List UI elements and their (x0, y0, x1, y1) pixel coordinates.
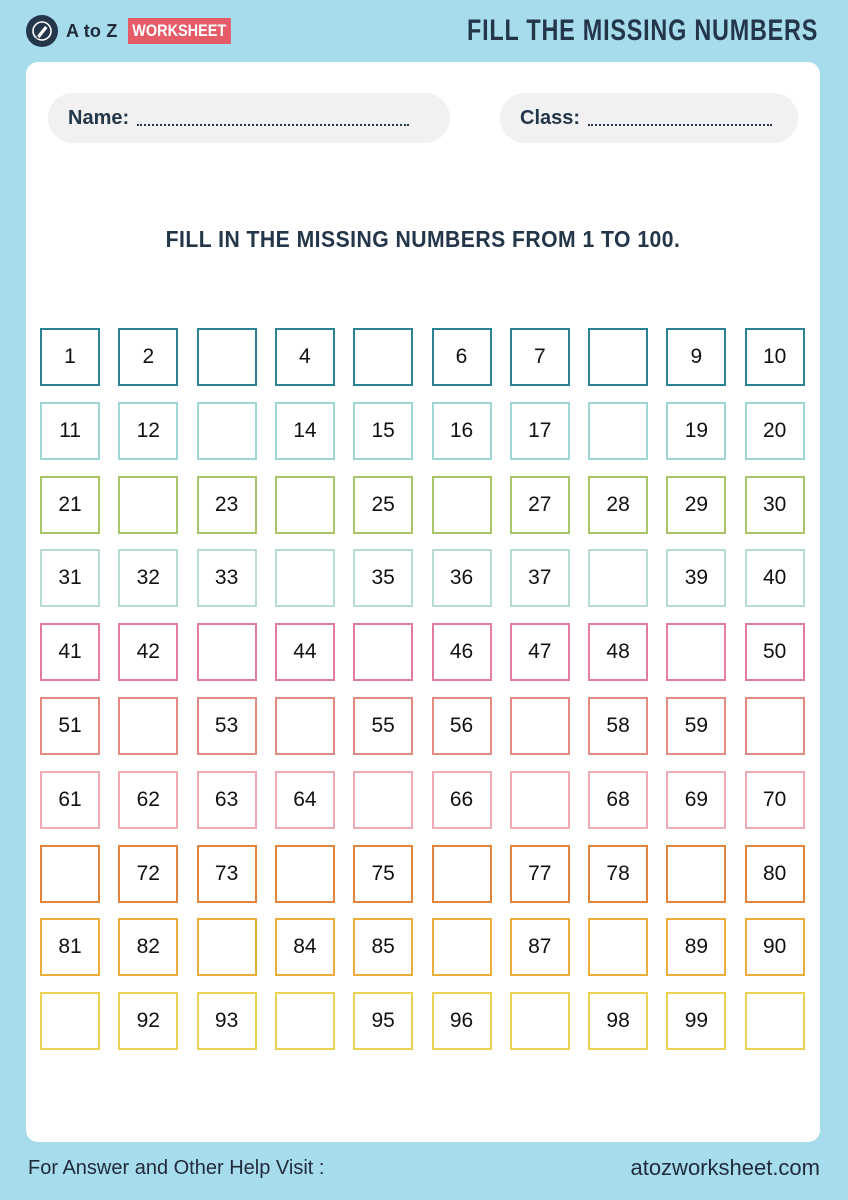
number-box: 27 (510, 476, 570, 534)
number-box: 9 (666, 328, 726, 386)
number-box: 29 (666, 476, 726, 534)
number-box: 32 (118, 549, 178, 607)
worksheet-card (26, 62, 820, 1142)
number-box: 89 (666, 918, 726, 976)
number-box: 50 (745, 623, 805, 681)
number-box: 20 (745, 402, 805, 460)
number-box: 40 (745, 549, 805, 607)
blank-number-box[interactable] (588, 918, 648, 976)
blank-number-box[interactable] (510, 992, 570, 1050)
number-box: 48 (588, 623, 648, 681)
blank-number-box[interactable] (353, 328, 413, 386)
number-box: 39 (666, 549, 726, 607)
number-box: 66 (432, 771, 492, 829)
number-box: 36 (432, 549, 492, 607)
number-box: 55 (353, 697, 413, 755)
name-field[interactable] (48, 93, 450, 143)
blank-number-box[interactable] (510, 697, 570, 755)
number-box: 17 (510, 402, 570, 460)
footer-website-link[interactable]: atozworksheet.com (630, 1155, 820, 1180)
number-box: 59 (666, 697, 726, 755)
logo[interactable] (26, 14, 248, 48)
number-box: 62 (118, 771, 178, 829)
number-box: 77 (510, 845, 570, 903)
blank-number-box[interactable] (275, 697, 335, 755)
blank-number-box[interactable] (353, 771, 413, 829)
number-box: 37 (510, 549, 570, 607)
blank-number-box[interactable] (275, 845, 335, 903)
number-box: 42 (118, 623, 178, 681)
blank-number-box[interactable] (432, 476, 492, 534)
number-box: 56 (432, 697, 492, 755)
blank-number-box[interactable] (432, 845, 492, 903)
number-box: 19 (666, 402, 726, 460)
blank-number-box[interactable] (588, 549, 648, 607)
number-box: 47 (510, 623, 570, 681)
blank-number-box[interactable] (510, 771, 570, 829)
blank-number-box[interactable] (275, 549, 335, 607)
blank-number-box[interactable] (588, 402, 648, 460)
number-box: 2 (118, 328, 178, 386)
number-box: 12 (118, 402, 178, 460)
blank-number-box[interactable] (745, 992, 805, 1050)
number-box: 81 (40, 918, 100, 976)
blank-number-box[interactable] (118, 697, 178, 755)
number-box: 41 (40, 623, 100, 681)
number-box: 63 (197, 771, 257, 829)
blank-number-box[interactable] (197, 623, 257, 681)
number-box: 96 (432, 992, 492, 1050)
number-box: 58 (588, 697, 648, 755)
blank-number-box[interactable] (353, 623, 413, 681)
number-box: 33 (197, 549, 257, 607)
number-box: 61 (40, 771, 100, 829)
number-box: 68 (588, 771, 648, 829)
logo-badge: WORKSHEET (128, 18, 230, 44)
name-line[interactable] (137, 124, 409, 126)
blank-number-box[interactable] (588, 328, 648, 386)
number-box: 6 (432, 328, 492, 386)
blank-number-box[interactable] (197, 918, 257, 976)
number-box: 11 (40, 402, 100, 460)
class-field[interactable] (500, 93, 798, 143)
header (0, 0, 848, 62)
footer-help-text: For Answer and Other Help Visit : (28, 1157, 325, 1179)
number-box: 4 (275, 328, 335, 386)
class-line[interactable] (588, 124, 772, 126)
logo-text: A to Z (66, 20, 118, 41)
number-box: 7 (510, 328, 570, 386)
blank-number-box[interactable] (745, 697, 805, 755)
pencil-circle-icon (26, 15, 58, 47)
blank-number-box[interactable] (275, 992, 335, 1050)
number-box: 16 (432, 402, 492, 460)
number-box: 95 (353, 992, 413, 1050)
name-label: Name: (68, 106, 130, 129)
number-box: 72 (118, 845, 178, 903)
number-box: 1 (40, 328, 100, 386)
number-box: 23 (197, 476, 257, 534)
number-box: 10 (745, 328, 805, 386)
number-box: 21 (40, 476, 100, 534)
blank-number-box[interactable] (666, 623, 726, 681)
blank-number-box[interactable] (197, 328, 257, 386)
blank-number-box[interactable] (275, 476, 335, 534)
number-box: 28 (588, 476, 648, 534)
number-box: 85 (353, 918, 413, 976)
number-box: 87 (510, 918, 570, 976)
blank-number-box[interactable] (40, 845, 100, 903)
number-box: 78 (588, 845, 648, 903)
blank-number-box[interactable] (432, 918, 492, 976)
number-box: 84 (275, 918, 335, 976)
page-title: FILL THE MISSING NUMBERS (466, 14, 818, 47)
number-box: 73 (197, 845, 257, 903)
number-box: 15 (353, 402, 413, 460)
number-box: 31 (40, 549, 100, 607)
number-box: 82 (118, 918, 178, 976)
number-box: 44 (275, 623, 335, 681)
number-box: 46 (432, 623, 492, 681)
number-box: 35 (353, 549, 413, 607)
number-box: 51 (40, 697, 100, 755)
number-box: 70 (745, 771, 805, 829)
number-box: 90 (745, 918, 805, 976)
number-box: 25 (353, 476, 413, 534)
number-box: 98 (588, 992, 648, 1050)
number-box: 30 (745, 476, 805, 534)
number-grid (40, 328, 810, 1052)
number-box: 93 (197, 992, 257, 1050)
blank-number-box[interactable] (40, 992, 100, 1050)
blank-number-box[interactable] (118, 476, 178, 534)
number-box: 99 (666, 992, 726, 1050)
blank-number-box[interactable] (666, 845, 726, 903)
number-box: 14 (275, 402, 335, 460)
number-box: 64 (275, 771, 335, 829)
number-box: 75 (353, 845, 413, 903)
number-box: 92 (118, 992, 178, 1050)
number-box: 53 (197, 697, 257, 755)
class-label: Class: (520, 106, 581, 129)
number-box: 69 (666, 771, 726, 829)
number-box: 80 (745, 845, 805, 903)
blank-number-box[interactable] (197, 402, 257, 460)
instruction-text: FILL IN THE MISSING NUMBERS FROM 1 TO 100. (165, 226, 681, 252)
